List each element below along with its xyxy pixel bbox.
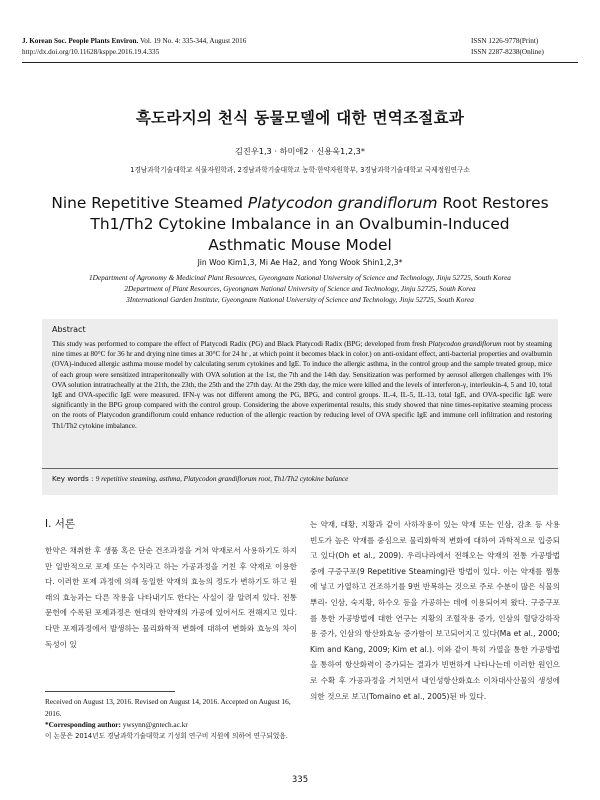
abstract-species-italic: Platycodon grandiflorum xyxy=(428,340,502,348)
issn-block xyxy=(471,36,544,58)
abstract-text xyxy=(52,339,552,431)
abstract-part2: root by steaming nine times at 80°C for 36 hr and drying nine times at 30°C for 24 hr , at which point it becomes black in color.) on anti-oxidant effect, anti-bacterial properties and ovalbumin (OVA)-induced allergic asthma mouse model by calculating serum cytokines and IgE. To induce the allergic asthma, in the control group and the sample treated group, mice of each group were sensitized intraperitoneally with OVA solution at the 1st, the 7th and the 14th day. Sensitization was performed by aerosol allergen challenges with 1% OVA solution intratracheally at the 21th, the 23th, the 25th and the 27th day. At the 29th day, the mice were killed and the levels of interferon-γ, interleukin-4, 5 and 10, total IgE and OVA-specific IgE were measured. IFN-γ was not different among the PG, BPG, and control groups. IL-4, IL-5, IL-13, total IgE, and OVA-specific IgE were significantly in the BPG group compared with the control group. Considering the above experimental results, this study showed that nine times-repitative steaming process on the roots of Platycodon grandiflorum could enhance reduction of the allergic reaction by reducing level of OVA specific IgE and immune cell infiltration and restoring Th1/Th2 cytokine imbalance. xyxy=(52,340,552,430)
issn-online: ISSN 2287-8238(Online) xyxy=(471,48,544,56)
body-column-left: 한약은 채취한 후 생품 혹은 단순 건조과정을 거쳐 약재로서 사용하기도 하지만 일반적으로 포제 또는 수치라고 하는 가공과정을 거친 후 약재로 이용한다. 이러한 포제 과정에 의해 동일한 약재의 효능의 정도가 변하기도 하고 원래의 효능과는 다른 작용을 나타내기도 한다는 사실이 잘 알려져 있다. 전통문헌에 수록된 포제과정은 현대의 한약재의 가공에 있어서도 전해지고 있다. 다만 포제과정에서 발생하는 물리화학적 변화에 대하여 변화와 효능의 차이 독성이 있 xyxy=(45,546,297,649)
doi-link[interactable]: http://dx.doi.org/10.11628/ksppe.2016.19.4.335 xyxy=(22,48,160,56)
volume-info: Vol. 19 No. 4: 335-344, August 2016 xyxy=(140,37,247,45)
page-number: 335 xyxy=(291,775,309,785)
abstract-part1: This study was performed to compare the effect of Platycodi Radix (PG) and Black Platycodi Radix (BPG; developed from fresh xyxy=(52,340,429,348)
abstract-heading: Abstract xyxy=(52,325,86,334)
affiliations-korean: 1경남과학기술대학교 식물자원학과, 2경남과학기술대학교 농학·한약자원학부, 3경남과학기술대학교 국제정원연구소 xyxy=(130,166,470,174)
journal-name: J. Korean Soc. People Plants Environ. xyxy=(22,37,139,45)
affiliations-english xyxy=(20,272,580,305)
keywords-text: 9 repetitive steaming, asthma, Platycodon grandiflorum root, Th1/Th2 cytokine balance xyxy=(95,475,349,483)
corresponding-author xyxy=(45,719,297,731)
journal-header xyxy=(22,36,246,58)
title-line1-post: Root Restores xyxy=(437,194,549,212)
footnotes xyxy=(45,696,297,743)
footnote-rule xyxy=(45,691,175,692)
header-rule xyxy=(22,62,578,63)
affiliation-2: 2Department of Plant Resources, Gyeongnam National University of Science and Technology, Jinju 52725, South Korea xyxy=(124,284,476,293)
authors-korean: 김진우1,3 · 하미애2 · 신용욱1,2,3* xyxy=(235,146,365,156)
issn-print: ISSN 1226-9778(Print) xyxy=(471,37,539,45)
title-species-italic: Platycodon grandiflorum xyxy=(247,194,438,212)
affiliation-1: 1Department of Agronomy & Medicinal Plant Resources, Gyeongnam National University of Science and Technology, Jinju 52725, South Korea xyxy=(89,273,511,282)
corresponding-label: *Corresponding author: xyxy=(45,720,121,730)
title-line3: Asthmatic Mouse Model xyxy=(208,236,392,254)
paper-title-english xyxy=(20,193,580,256)
authors-english: Jin Woo Kim1,3, Mi Ae Ha2, and Yong Wook Shin1,2,3* xyxy=(197,258,403,267)
section-heading-introduction: Ⅰ. 서론 xyxy=(45,518,76,530)
funding-note: 이 논문은 2014년도 경남과학기술대학교 기성회 연구비 지원에 의하여 연구되었음. xyxy=(45,732,288,741)
corresponding-email[interactable]: ywsynn@gntech.ac.kr xyxy=(122,720,188,730)
affiliation-3: 3International Garden Institute, Gyeongnam National University of Science and Technology, Jinju 52725, South Korea xyxy=(126,295,474,304)
received-dates: Received on August 13, 2016. Revised on August 14, 2016. Accepted on August 16, 2016. xyxy=(45,697,291,718)
keywords-label: Key words : xyxy=(52,474,96,483)
paper-title-korean: 흑도라지의 천식 동물모델에 대한 면역조절효과 xyxy=(135,108,465,127)
title-line1-pre: Nine Repetitive Steamed xyxy=(51,194,248,212)
keywords-divider xyxy=(42,468,558,469)
keywords xyxy=(52,474,552,483)
title-line2: Th1/Th2 Cytokine Imbalance in an Ovalbumin-Induced xyxy=(90,215,510,233)
body-column-right: 는 약재, 대황, 지황과 같이 사하작용이 있는 약재 또는 인삼, 감초 등 사용 빈도가 높은 약재를 중심으로 물리화학적 변화에 대하여 과학적으로 입증되고 있다(Oh et al., 2009). 우리나라에서 전해오는 약재의 전통 가공방법 중에 구증구포(9 Repetitive Steaming)란 방법이 있다. 이는 약재를 찜통에 넣고 가열하고 건조하기를 9번 반복하는 것으로 주로 수분이 많은 식물의 뿌리- 인삼, 숙지황, 하수오 등을 가공하는 데에 이용되어져 왔다. 구증구포를 통한 가공방법에 대한 연구는 지황의 조혈작용 증가, 인삼의 혈당강하작용 증가, 인삼의 항산화효능 증가함이 보고되어지고 있다(Ma et al., 2000; Kim and Kang, 2009; Kim et al.). 이와 같이 특히 가열을 통한 가공방법을 통하여 항산화력이 증가되는 결과가 빈번하게 나타나는데 이러한 원인으로 수확 후 가공과정을 거치면서 내인성항산화효소 이차대사산물의 생성에 의한 것으로 보고(Tomaino et al., 2005)된 바 있다. xyxy=(310,520,560,701)
